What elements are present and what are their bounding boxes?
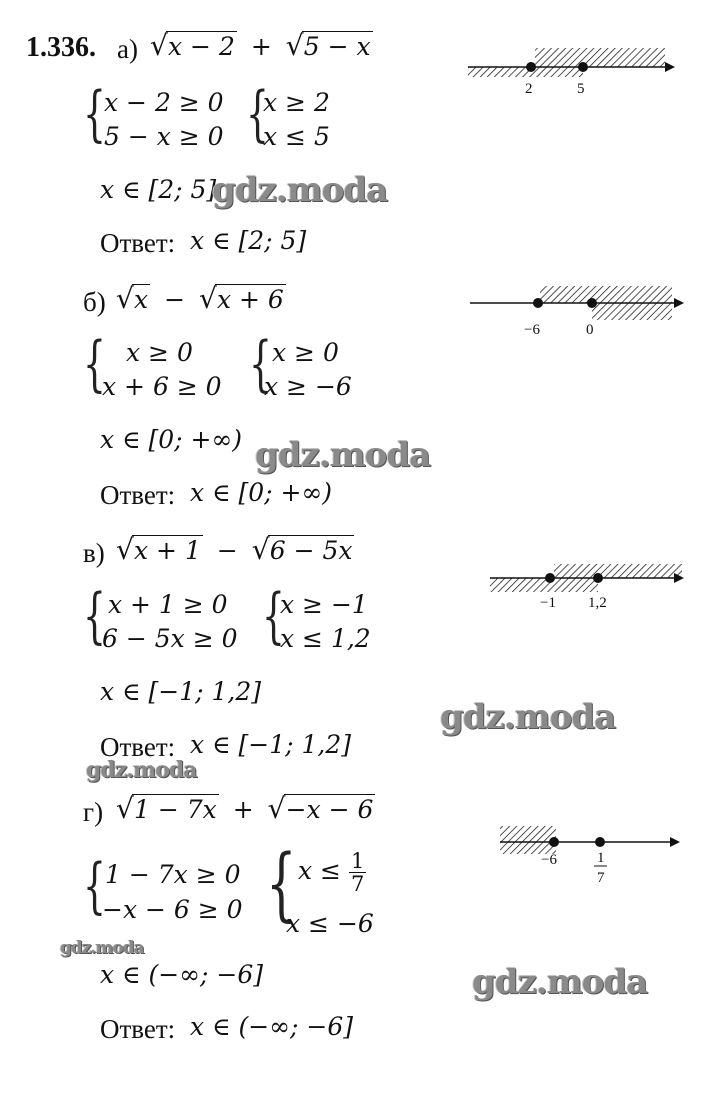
watermark: gdz.moda: [472, 962, 648, 1002]
part-v-hatch-upper: [554, 564, 682, 578]
part-b-hatch-lower: [592, 303, 672, 320]
part-b-sys2-line2: x ≥ −6: [264, 372, 352, 401]
part-b-tick-2: 0: [586, 322, 594, 338]
part-g-label: г): [83, 797, 104, 827]
part-a-point-2: [578, 62, 588, 72]
part-g-result: x ∈ (−∞; −6]: [100, 960, 264, 989]
part-g-brace-1: {: [83, 851, 106, 921]
part-a-hatch-lower: [468, 67, 583, 77]
part-g-sys2-line1: [298, 850, 366, 895]
part-b-arrow-icon: [674, 298, 684, 308]
part-v-operator: −: [216, 536, 238, 565]
part-g-sys2-prefix: x ≤: [298, 856, 341, 885]
part-g-answer-word: Ответ:: [100, 1014, 176, 1044]
part-b-hatch-upper: [540, 286, 672, 303]
part-a-hatch-upper: [535, 48, 665, 67]
part-g-point-1: [549, 837, 559, 847]
part-a-tick-2: 5: [577, 81, 585, 97]
part-g-radicand-1: 1 − 7x: [134, 795, 217, 824]
part-v-answer-word: Ответ:: [100, 732, 176, 762]
part-v-expression: [116, 536, 354, 565]
watermark: gdz.moda: [255, 435, 431, 475]
part-g-tick-2-num: 1: [597, 850, 605, 866]
part-g-fraction-num: 1: [350, 849, 365, 873]
part-v-brace-2: {: [262, 581, 285, 651]
part-a-number-line: [460, 40, 680, 104]
part-a-answer: x ∈ [2; 5]: [190, 226, 307, 255]
part-g-fraction: [349, 850, 366, 895]
part-v-sys1-line1: x + 1 ≥ 0: [108, 590, 228, 619]
part-b-brace-2: {: [249, 329, 272, 399]
part-g-tick-1: −6: [541, 852, 557, 868]
watermark: gdz.moda: [60, 938, 144, 958]
part-g-sys2-line2: x ≤ −6: [286, 909, 374, 938]
part-v-label: в): [83, 538, 105, 568]
part-b-sys1-line1: x ≥ 0: [126, 338, 193, 367]
part-a-arrow-icon: [665, 62, 675, 72]
part-g-brace-2: {: [266, 837, 297, 930]
part-g-expression: [116, 795, 375, 824]
part-v-sys2-line2: x ≤ 1,2: [280, 624, 371, 653]
part-a-tick-1: 2: [525, 81, 533, 97]
part-v-sys2-line1: x ≥ −1: [280, 590, 368, 619]
part-a-radicand-1: x − 2: [168, 32, 235, 61]
part-a-operator: +: [250, 32, 272, 61]
problem-number: 1.336.: [26, 32, 96, 63]
part-a-point-1: [526, 62, 536, 72]
part-a-brace-1: {: [83, 79, 106, 149]
part-v-radicand-1: x + 1: [134, 536, 201, 565]
part-b-tick-1: −6: [524, 322, 540, 338]
part-b-expression: [116, 285, 286, 314]
part-g-radicand-2: −x − 6: [285, 795, 374, 824]
watermark: gdz.moda: [86, 757, 197, 783]
part-v-result: x ∈ [−1; 1,2]: [100, 677, 261, 706]
part-b-operator: −: [164, 285, 186, 314]
part-g-point-2: [595, 837, 605, 847]
part-b-sys2-line1: x ≥ 0: [272, 338, 339, 367]
part-b-point-1: [533, 298, 543, 308]
part-a-sys1-line2: 5 − x ≥ 0: [104, 122, 224, 151]
part-g-arrow-icon: [670, 837, 680, 847]
part-a-result: x ∈ [2; 5]: [100, 175, 217, 204]
part-a-expression: [150, 32, 373, 61]
part-v-answer: x ∈ [−1; 1,2]: [190, 730, 351, 759]
part-v-hatch-lower: [490, 578, 598, 592]
part-v-point-2: [593, 573, 603, 583]
part-g-operator: +: [232, 795, 254, 824]
part-v-brace-1: {: [83, 581, 106, 651]
part-b-brace-1: {: [83, 329, 106, 399]
part-g-sys1-line1: 1 − 7x ≥ 0: [105, 860, 241, 889]
part-g-sys1-line2: −x − 6 ≥ 0: [102, 895, 243, 924]
part-a-sys2-line1: x ≥ 2: [263, 88, 330, 117]
part-b-answer: x ∈ [0; +∞): [190, 478, 333, 507]
part-v-point-1: [545, 573, 555, 583]
part-b-sys1-line2: x + 6 ≥ 0: [102, 372, 222, 401]
part-a-sys1-line1: x − 2 ≥ 0: [104, 88, 224, 117]
part-v-sys1-line2: 6 − 5x ≥ 0: [102, 624, 238, 653]
part-b-radicand-2: x + 6: [216, 285, 284, 314]
part-b-answer-word: Ответ:: [100, 480, 176, 510]
part-a-answer-word: Ответ:: [100, 228, 176, 258]
part-a-radicand-2: 5 − x: [303, 32, 371, 61]
part-b-label: б): [83, 287, 106, 317]
part-g-hatch-upper: [500, 826, 556, 842]
part-g-tick-2-den: 7: [597, 870, 605, 886]
part-g-answer: x ∈ (−∞; −6]: [190, 1012, 354, 1041]
part-b-number-line: [462, 278, 690, 348]
part-b-point-2: [587, 298, 597, 308]
part-g-number-line: [494, 820, 690, 894]
part-a-label: а): [117, 34, 138, 64]
part-a-sys2-line2: x ≤ 5: [263, 122, 330, 151]
part-v-number-line: [484, 556, 694, 616]
part-b-radicand-1: x: [134, 285, 149, 314]
watermark: gdz.moda: [212, 170, 388, 210]
part-v-tick-1: −1: [540, 595, 556, 611]
part-g-fraction-den: 7: [350, 872, 365, 896]
part-v-radicand-2: 6 − 5x: [269, 536, 353, 565]
part-b-result: x ∈ [0; +∞): [100, 425, 243, 454]
part-a-brace-2: {: [246, 79, 269, 149]
part-v-tick-2: 1,2: [588, 595, 607, 611]
watermark: gdz.moda: [440, 697, 616, 737]
